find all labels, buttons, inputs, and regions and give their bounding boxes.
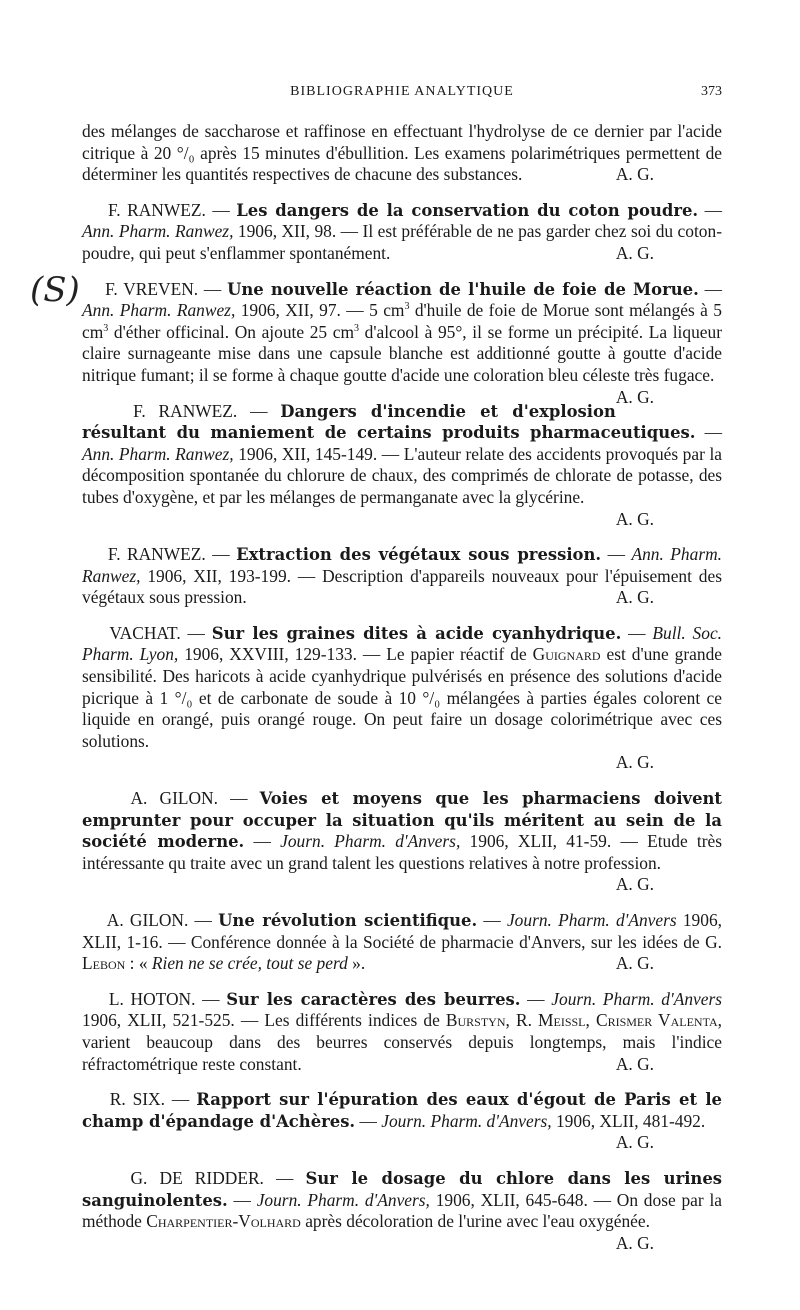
entry-title: Voies et moyens que les pharmaciens doivent emprunter pour occuper la situation qu'ils méritent au sein de la société moderne. [82,789,722,852]
entry-reference: 1906, XII, 98. [237,221,337,242]
entry-journal: Journ. Pharm. d'Anvers, [381,1110,552,1131]
entry-journal: Ann. Pharm. Ranwez, [82,443,234,464]
page-header [82,84,722,108]
entry-reference: 1906, XLII, 1-16. [82,910,722,952]
entry-journal: Journ. Pharm. d'Anvers, [280,831,461,852]
entry-journal: Ann. Pharm. Ranwez, [82,300,236,321]
author-name-smallcaps: Crismer Valenta [595,1010,718,1031]
entry-reference: 1906, XLII, 481-492. [555,1110,706,1131]
entry-body: Description d'appareils nouveaux pour l'épuisement des végétaux sous pression. [82,565,722,608]
entry: F. VREVEN. — Une nouvelle réaction de l'huile de foie de Morue. — Ann. Pharm. Ranwez, 1906, XII, 97. — 5 $cm^3$ d'huile de foie de Morue sont mélangés à 5 $cm^3$ d'éther officinal. On ajoute 25 $cm^3$ d'alcool à 95°, il se forme un précipité. La liqueur claire surnageante mise dans une capsule blanche est additionné goutte à goutte d'acide nitrique fumant; il se forme à chaque goutte d'acide une coloration bleu céleste très fugace. A. G. [82,278,722,407]
entry-body-part: d'huile de foie de Morue sont mélangés à 5 cm [82,300,722,342]
entry-body-part: Le papier réactif de [386,644,533,665]
author-name-smallcaps: Guignard [532,644,601,665]
signature: A. G. [615,587,654,608]
author-name-smallcaps: Meissl [538,1010,586,1031]
entry-body: L'auteur relate des accidents provoqués par la décomposition spontanée du chlorure de chaux, des comprimés de chlorate de potasse, des tubes d'oxygène, et par les mélanges de permanganate avec la glycérine. [82,443,722,507]
entry-author: F. RANWEZ. [107,544,206,565]
entry-reference: 1906, XXVIII, 129-133. [184,644,357,665]
entry-title: Sur le dosage du chlore dans les urines sanguinolentes. [82,1168,723,1210]
entry-journal: Journ. Pharm. d'Anvers [551,988,723,1009]
entry-body-part: : « [125,953,152,974]
entry: L. HOTON. — Sur les caractères des beurres. — Journ. Pharm. d'Anvers 1906, XLII, 521-525. — Les différents indices de Burstyn, R. Meissl, Crismer Valenta, varient beaucoup dans des beurres conservés depuis longtemps, mais l'indice réfractométrique reste constant. A. G. [82,988,723,1074]
entry-body-part: après décoloration de l'urine avec l'eau oxygénée. [300,1211,650,1232]
entry-body-part: est d'une grande sensibilité. Des haricots à acide cyanhydrique pulvérisés en présence des solutions d'acide picrique à 1 °/₀ et de carbonate de soude à 10 °/₀ mélangées à parties égales colorent ce liquide en orangé, puis orangé rouge. On peut faire un dosage colorimétrique avec ces solutions. [82,644,722,751]
entry-title: Sur les graines dites à acide cyanhydrique. [211,623,622,643]
entry-title: Rapport sur l'épuration des eaux d'égout de Paris et le champ d'épandage d'Achères. [82,1090,722,1131]
entry-author: F. RANWEZ. [133,400,238,421]
entry-body-part: , R. [505,1010,539,1031]
signature: A. G. [615,242,654,263]
entry-reference: 1906, XLII, 41-59. [469,831,612,852]
entry-body-part: On dose par la méthode [82,1189,722,1232]
quote-text: Rien ne se crée, tout se perd [151,953,348,974]
signature: A. G. [615,508,654,529]
entry-author: R. SIX. [109,1089,165,1110]
entry-reference: 1906, XII, 193-199. [147,565,291,586]
signature: A. G. [615,953,654,974]
signature: A. G. [615,752,654,773]
continuation-text: des mélanges de saccharose et raffinose en effectuant l'hydrolyse de ce dernier par l'acide citrique à 20 °/₀ après 15 minutes d'ébullition. Les examens polarimétriques permettent de déterminer les quantités respectives de chacune des substances. [82,121,722,185]
entry-body-part: Les différents indices de [264,1010,446,1031]
entry-reference: 1906, XLII, 521-525. [82,1010,235,1031]
entry: A. GILON. — Voies et moyens que les pharmaciens doivent emprunter pour occuper la situation qu'ils méritent au sein de la société moderne. — Journ. Pharm. d'Anvers, 1906, XLII, 41-59. — Etude très intéressante qu traite avec un grand talent les questions relatives à notre profession. A. G. [82,788,723,895]
entry-journal: Journ. Pharm. d'Anvers, [256,1189,430,1210]
running-title: BIBLIOGRAPHIE ANALYTIQUE [290,84,514,99]
author-name-smallcaps: Burstyn [445,1010,506,1031]
entry-body-part: d'éther officinal. On ajoute 25 cm [108,321,354,342]
entry-journal: Journ. Pharm. d'Anvers [506,910,677,930]
entry: G. DE RIDDER. — Sur le dosage du chlore dans les urines sanguinolentes. — Journ. Pharm. d'Anvers, 1906, XLII, 645-648. — On dose par la méthode Charpentier-Volhard après décoloration de l'urine avec l'eau oxygénée. A. G. [82,1167,723,1253]
entry-title: Une nouvelle réaction de l'huile de foie de Morue. [227,279,699,299]
signature: A. G. [615,1053,654,1074]
superscript: 3 [354,322,359,334]
entry-author: A. GILON. [106,910,189,930]
entry: A. GILON. — Une révolution scientifique. — Journ. Pharm. d'Anvers 1906, XLII, 1-16. — Conférence donnée à la Société de pharmacie d'Anvers, sur les idées de G. Lebon : « Rien ne se crée, tout se perd ». A. G. [82,910,722,974]
entry-body-part: , [585,1010,596,1031]
signature: A. G. [615,386,654,407]
author-name-smallcaps: Charpentier-Volhard [146,1211,301,1232]
entry-journal: Ann. Pharm. Ranwez, [82,221,234,242]
entry-body-part: d'alcool à 95°, il se forme un précipité. La liqueur claire surnageante mise dans une capsule blanche est additionné goutte à goutte d'acide nitrique fumant; il se forme à chaque goutte d'acide une coloration bleu céleste très fugace. [82,321,722,385]
entry-author: L. HOTON. [108,988,196,1009]
author-name-smallcaps: Lebon [82,953,126,974]
page-number: 373 [701,84,722,99]
handwritten-margin-mark: (S) [30,270,80,310]
entry-author: G. DE RIDDER. [130,1167,264,1188]
signature: A. G. [615,874,654,895]
entry: F. RANWEZ. — Dangers d'incendie et d'explosion résultant du maniement de certains produits pharmaceutiques. — Ann. Pharm. Ranwez, 1906, XII, 145-149. — L'auteur relate des accidents provoqués par la décomposition spontanée du chlorure de chaux, des comprimés de chlorate de potasse, des tubes d'oxygène, et par les mélanges de permanganate avec la glycérine. A. G. [82,400,722,529]
entry-title: Une révolution scientifique. [218,911,478,930]
entry: F. RANWEZ. — Extraction des végétaux sous pression. — Ann. Pharm. Ranwez, 1906, XII, 193-199. — Description d'appareils nouveaux pour l'épuisement des végétaux sous pression. A. G. [82,544,722,608]
entry: VACHAT. — Sur les graines dites à acide cyanhydrique. — Bull. Soc. Pharm. Lyon, 1906, XXVIII, 129-133. — Le papier réactif de Guignard est d'une grande sensibilité. Des haricots à acide cyanhydrique pulvérisés en présence des solutions d'acide picrique à 1 °/₀ et de carbonate de soude à 10 °/₀ mélangées à parties égales colorent ce liquide en orangé, puis orangé rouge. On peut faire un dosage colorimétrique avec ces solutions. A. G. [82,622,723,773]
entry-title: Dangers d'incendie et d'explosion résultant du maniement de certains produits pharmaceutiques. [82,401,696,443]
entry: F. RANWEZ. — Les dangers de la conservation du coton poudre. — Ann. Pharm. Ranwez, 1906, XII, 98. — Il est préférable de ne pas garder chez soi du coton-poudre, qui peut s'enflammer spontanément. A. G. [82,199,722,263]
entry-author: F. VREVEN. [105,278,199,299]
entry-author: VACHAT. [109,622,181,643]
entry-journal: Bull. Soc. Pharm. Lyon, [82,622,723,665]
entry-body-part: 5 cm [369,300,405,321]
entry-title: Les dangers de la conservation du coton poudre. [236,200,699,220]
entry-title: Sur les caractères des beurres. [226,989,521,1009]
entry-author: F. RANWEZ. [108,199,206,220]
entry-body-part: ». [347,953,366,974]
entry-body-part: Conférence donnée à la Société de pharmacie d'Anvers, sur les idées de G. [190,931,722,952]
entry-reference: 1906, XII, 145-149. [238,443,378,464]
continuation-paragraph [82,121,722,186]
superscript: 3 [103,322,109,334]
entry-journal: Ann. Pharm. Ranwez, [82,544,722,586]
entry-body: Il est préférable de ne pas garder chez soi du coton-poudre, qui peut s'enflammer spontanément. [82,221,722,263]
entry-body: Etude très intéressante qu traite avec un grand talent les questions relatives à notre profession. [82,831,723,873]
signature: A. G. [615,1232,654,1253]
signature: A. G. [615,1132,654,1153]
bibliography-content [82,121,722,1268]
signature: A. G. [615,164,654,185]
entry-title: Extraction des végétaux sous pression. [236,545,602,565]
superscript: 3 [404,301,410,313]
entry-author: A. GILON. [130,788,218,809]
entry-body-part: , varient beaucoup dans des beurres conservés depuis longtemps, mais l'indice réfractométrique reste constant. [82,1010,722,1074]
entry: R. SIX. — Rapport sur l'épuration des eaux d'égout de Paris et le champ d'épandage d'Achères. — Journ. Pharm. d'Anvers, 1906, XLII, 481-492. A. G. [82,1089,722,1153]
entry-reference: 1906, XLII, 645-648. [435,1189,588,1210]
entry-reference: 1906, XII, 97. [240,300,341,321]
